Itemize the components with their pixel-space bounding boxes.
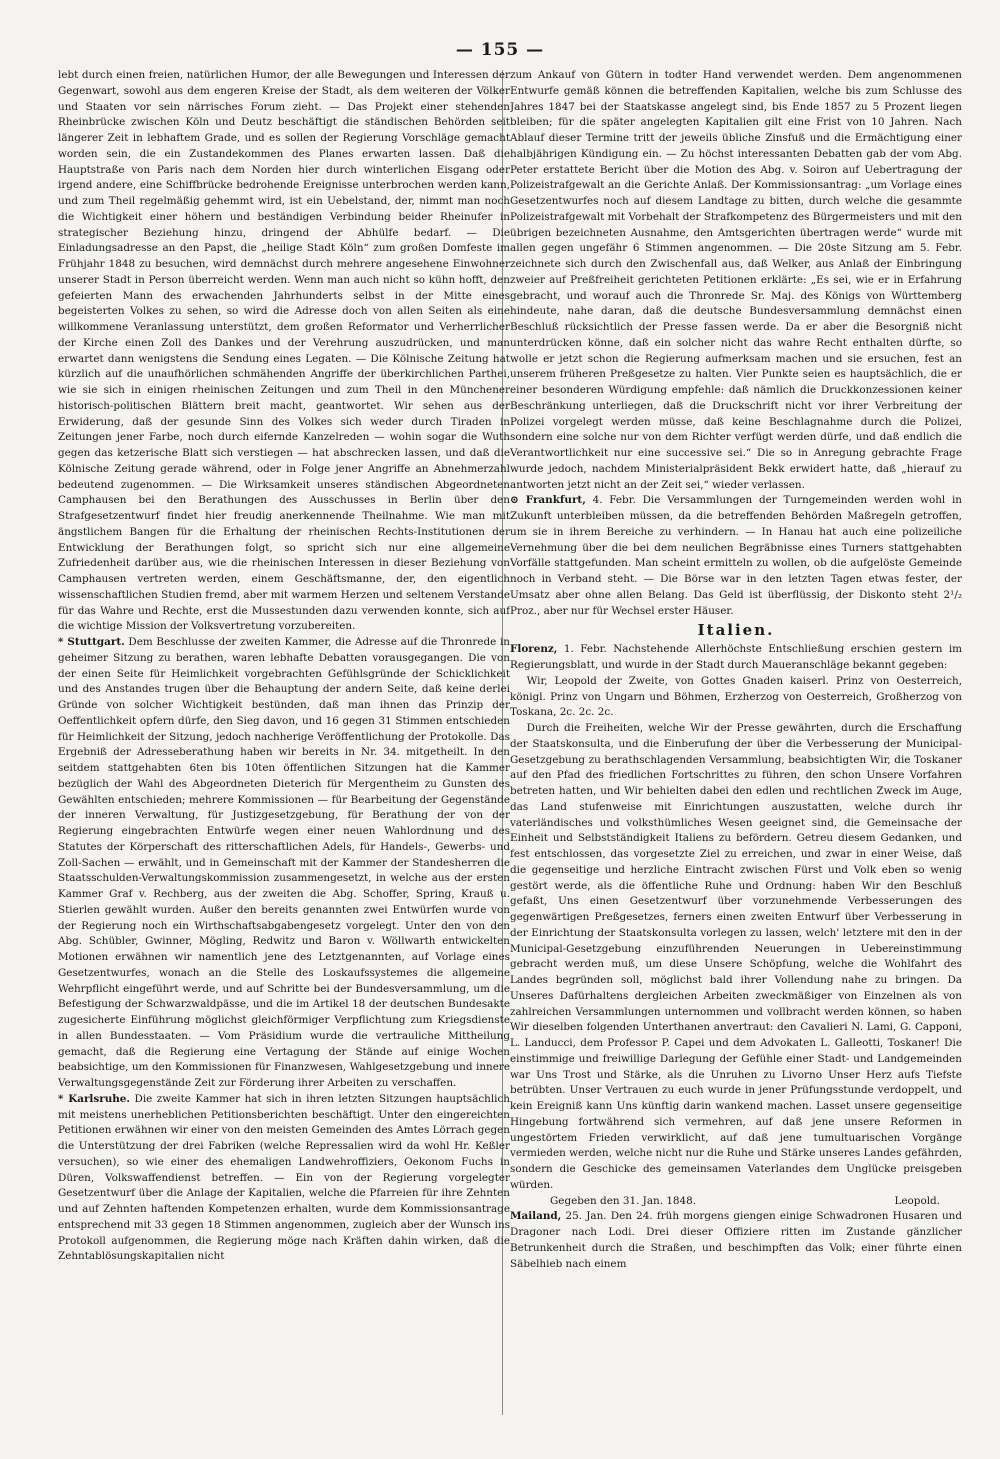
article-paragraph <box>510 68 962 493</box>
article-paragraph <box>510 1209 962 1272</box>
article-paragraph <box>510 493 962 619</box>
paragraph-text: Wir, Leopold der Zweite, von Gottes Gnaden kaiserl. Prinz von Oesterreich, königl. Prinz von Ungarn und Böhmen, Erzherzog von Oesterreich, Großherzog von Toskana, 2c. 2c. 2c. <box>510 674 962 719</box>
paragraph-text: lebt durch einen freien, natürlichen Humor, der alle Bewegungen und Interessen der Gegenwart, sowohl aus dem engeren Kreise der Stadt, als dem weiteren der Völker und Staaten vor sein närrisches Forum zieht. — Das Projekt einer stehenden Rheinbrücke zwischen Köln und Deutz beschäftigt die ständischen Behörden seit längerer Zeit in lebhaftem Grade, und es sollen der Regierung Vorschläge gemacht worden sein, die ein Zustandekommen des Planes erwarten lassen. Daß die Hauptstraße von Paris nach dem Norden hier durch winterlichen Eisgang oder irgend andere, eine Schiffbrücke bedrohende Ereignisse unterbrochen werden kann, und zum Theil regelmäßig gehemmt wird, ist ein Uebelstand, der, nimmt man noch die Wichtigkeit einer höhern und beständigen Verbindung beider Rheinufer in strategischer Beziehung hinzu, dringend der Abhülfe bedarf. — Die Einladungsadresse an den Papst, die „heilige Stadt Köln“ zum großen Domfeste im Frühjahr 1848 zu besuchen, wird demnächst durch mehrere angesehene Einwohner unserer Stadt in Person überreicht werden. Wenn man auch nicht so kühn hofft, den gefeierten Mann des erwachenden Jahrhunderts selbst in der Mitte eines begeisterten Volkes zu sehen, so wird die Adresse doch von allen Seiten als eine willkommene Veranlassung unterstützt, dem großen Reformator und Verherrlicher der Kirche einen Zoll des Dankes und der Verehrung auszudrücken, und man erwartet dann wenigstens die Sendung eines Legaten. — Die Kölnische Zeitung hat kürzlich auf die unaufhörlichen schmähenden Angriffe der überkirchlichen Parthei, wie sie sich in einigen rheinischen Zeitungen und zum Theil in den Münchener historisch-politischen Blättern breit macht, geantwortet. Wir sehen aus der Erwiderung, daß der gesunde Sinn des Volkes sich weder durch Tiraden in Zeitungen jener Farbe, noch durch eifernde Kanzelreden — wohin sogar die Wuth gegen das ketzerische Blatt sich verstiegen — hat abschrecken lassen, und daß die Kölnische Zeitung gerade während, oder in Folge jener Angriffe an Abnehmerzahl bedeutend zugenommen. — Die Wirksamkeit unseres ständischen Abgeordneten Camphausen bei den Berathungen des Ausschusses in Berlin über den Strafgesetzentwurf findet hier freudig anerkennende Theilnahme. Wie man mit ängstlichem Bangen für die Erhaltung der rheinischen Rechts-Institutionen der Entwicklung der Berathungen folgt, so spricht sich nur eine allgemeine Zufriedenheit darüber aus, wie die rheinischen Interessen in dieser Beziehung von Camphausen vertreten werden, einem Geschäftsmanne, der, den eigentlich wissenschaftlichen Studien fremd, aber mit warmem Herzen und seltenem Verstande für das Wahre und Rechte, erst die Mussestunden dazu verwenden konnte, sich auf die wichtige Mission der Volksvertretung vorzubereiten. <box>58 69 510 633</box>
section-title: Italien. <box>697 621 775 640</box>
article-paragraph <box>58 68 510 635</box>
paragraph-text: 1. Febr. Nachstehende Allerhöchste Entschließung erschien gestern im Regierungsblatt, und wurde in der Stadt durch Maueranschläge bekannt gegeben: <box>510 643 962 671</box>
article-paragraph <box>510 642 962 674</box>
dateline: ⊙ Frankfurt, <box>510 494 586 507</box>
paragraph-text: Durch die Freiheiten, welche Wir der Presse gewährten, durch die Erschaffung der Staatskonsulta, und die Einberufung der über die Verbesserung der Municipal-Gesetzgebung zu berathschlagenden Versammlung, beabsichtigten Wir, die Toskaner auf den Pfad des friedlichen Fortschrittes zu führen, den schon Unsere Vorfahren betreten hatten, und Wir behielten dabei den edlen und rechtlichen Zweck im Auge, das Land stufenweise mit Einrichtungen auszustatten, welche durch ihr vaterländisches und volksthümliches Wesen geeignet sind, die Gemeinsache der Einheit und Selbstständigkeit Italiens zu befördern. Getreu diesem Gedanken, und fest entschlossen, das vorgesetzte Ziel zu erreichen, und zwar in einer Weise, daß die gegenseitige und herzliche Eintracht zwischen Fürst und Volk eben so wenig gestört werde, als die öffentliche Ruhe und Ordnung: haben Wir den Beschluß gefaßt, Uns einen Gesetzentwurf über vorzunehmende Verbesserungen des gegenwärtigen Preßgesetzes, ferners einen zweiten Entwurf über Verbesserung in der Einrichtung der Staatskonsulta vorlegen zu lassen, welch' letztere mit den in der Municipal-Gesetzgebung einzuführenden Neuerungen in Uebereinstimmung gebracht werden muß, um diese Unsere Schöpfung, welche die Wohlfahrt des Landes begründen soll, möglichst bald ihrer Vollendung nahe zu bringen. Da Unseres Dafürhaltens dergleichen Arbeiten zweckmäßiger von Einzelnen als von zahlreichen Versammlungen unternommen und vollbracht werden können, so haben Wir dieselben folgenden Unterthanen anvertraut: den Cavalieri N. Lami, G. Capponi, L. Landucci, dem Professor P. Capei und dem Advokaten L. Galleotti, Toskaner! Die einstimmige und freiwillige Darlegung der Gefühle einer Stadt- und Landgemeinden war Uns Trost und Stärke, als die Unruhen zu Livorno Unser Herz aufs Tiefste betrübten. Unser Vertrauen zu euch wurde in jener Prüfungsstunde verdoppelt, und kein Ereigniß kann Uns künftig darin wankend machen. Lasset unsere gegenseitige Hingebung fortwährend sich vermehren, auf daß jene unsere Reformen in ungestörtem Frieden verwirklicht, auf daß jene tumultuarischen Vorgänge vermieden werden, welche nicht nur die Ruhe und Stärke unseres Landes gefährden, sondern die Geschicke des gemeinsamen Vaterlandes dem Unglücke preisgeben würden. <box>510 722 962 1191</box>
article-paragraph <box>58 635 510 1092</box>
decree-signature <box>510 1194 962 1210</box>
dateline: Mailand, <box>510 1210 562 1223</box>
paragraph-text: Dem Beschlusse der zweiten Kammer, die Adresse auf die Thronrede in geheimer Sitzung zu berathen, waren lebhafte Debatten vorausgegangen. Die von der einen Seite für Heimlichkeit vorgebrachten Gefühlsgründe der Schicklichkeit und des Anstandes trugen über die Behauptung der andern Seite, daß keine derlei Gründe von solcher Wichtigkeit bestünden, daß man ihnen das Prinzip der Oeffentlichkeit opfern dürfe, den Sieg davon, und 16 gegen 31 Stimmen entschieden für Heimlichkeit der Sitzung, jedoch nachherige Veröffentlichung der Protokolle. Das Ergebniß der Adresseberathung haben wir bereits in Nr. 34. mitgetheilt. In den seitdem stattgehabten 6ten bis 10ten öffentlichen Sitzungen hat die Kammer bezüglich der Wahl des Abgeordneten Dieterich für Mergentheim zu Gunsten des Gewählten entschieden; mehrere Kommissionen — für Bearbeitung der Gegenstände der inneren Verwaltung, für Justizgesetzgebung, für Berathung der von der Regierung eingebrachten Entwürfe wegen einer neuen Wahlordnung und des Statutes der Körperschaft des ritterschaftlichen Adels, für Handels-, Gewerbs- und Zoll-Sachen — erwählt, und in Gemeinschaft mit der Kammer der Standesherren die Staatsschulden-Verwaltungskommission zusammengesetzt, in welche aus der ersten Kammer Graf v. Rechberg, aus der zweiten die Abg. Schoffer, Spring, Krauß u. Stierlen gewählt wurden. Außer den bereits genannten zwei Entwürfen wurde von der Regierung noch ein Wirthschaftsabgabengesetz vorgelegt. Unter den von den Abg. Schübler, Gwinner, Mögling, Redwitz und Baron v. Wöllwarth entwickelten Motionen erwähnen wir namentlich jene des Letztgenannten, auf Vorlage eines Gesetzentwurfes, wonach an die Stelle des Loskaufssystemes die allgemeine Wehrpflicht eingeführt werde, und auf Schritte bei der Bundesversammlung, um die Befestigung der Schwarzwaldpässe, und die im Artikel 18 der deutschen Bundesakte zugesicherte Einführung möglichst gleichförmiger Verpflichtung zum Kriegsdienste in allen Bundesstaaten. — Vom Präsidium wurde die vertrauliche Mittheilung gemacht, daß die Regierung eine Vertagung der Stände auf einige Wochen beabsichtige, um den Kommissionen für Finanzwesen, Wahlgesetzgebung und innere Verwaltungsgegenstände Zeit zur Förderung ihrer Arbeiten zu verschaffen. <box>58 636 510 1089</box>
paragraph-text: zum Ankauf von Gütern in todter Hand verwendet werden. Dem angenommenen Entwurfe gemäß können die betreffenden Kapitalien, welche bis zum Schlusse des Jahres 1847 bei der Staatskasse angelegt sind, bis Ende 1857 zu 5 Prozent liegen bleiben; für die später angelegten Kapitalien gilt eine Frist von 10 Jahren. Nach Ablauf dieser Termine tritt der jeweils übliche Zinsfuß und die Ermächtigung einer halbjährigen Kündigung ein. — Zu höchst interessanten Debatten gab der vom Abg. Peter erstattete Bericht über die Motion des Abg. v. Soiron auf Uebertragung der Polizeistrafgewalt an die Gerichte Anlaß. Der Kommissionsantrag: „um Vorlage eines Gesetzentwurfes noch auf diesem Landtage zu bitten, durch welche die gesammte Polizeistrafgewalt mit Vorbehalt der Strafkompetenz des Bürgermeisters und mit den übrigen bezeichneten Ausnahme, den Amtsgerichten übertragen werde“ wurde mit allen gegen ungefähr 6 Stimmen angenommen. — Die 20ste Sitzung am 5. Febr. zeichnete sich durch den Zwischenfall aus, daß Welker, aus Anlaß der Einbringung zweier auf Preßfreiheit gerichteten Petitionen erklärte: „Es sei, wie er in Erfahrung gebracht, und worauf auch die Thronrede Sr. Maj. des Königs von Württemberg hindeute, nahe daran, daß die deutsche Bundesversammlung demnächst einen Beschluß rücksichtlich der Presse fassen werde. Da er aber die Besorgniß nicht unterdrücken könne, daß ein solcher nicht das wahre Recht enthalten dürfte, so wolle er jetzt schon die Regierung aufmerksam machen und sie ersuchen, fest an unserem früheren Preßgesetze zu halten. Vier Punkte seien es hauptsächlich, die er einer besonderen Würdigung empfehle: daß nämlich die Druckkonzessionen keiner Beschränkung unterliegen, daß die Druckschrift nicht vor ihrer Verbreitung der Polizei vorgelegt werden müsse, daß keine Beschlagnahme durch die Polizei, sondern eine solche nur von dem Richter verfügt werden dürfe, und daß endlich die Verantwortlichkeit nur eine successive sei.“ Die so in Anregung gebrachte Frage wurde jedoch, nachdem Ministerialpräsident Bekk erwidert hatte, daß „hierauf zu antworten jetzt nicht an der Zeit sei,“ wieder verlassen. <box>510 69 962 491</box>
dateline: Florenz, <box>510 643 558 656</box>
page-number: — 155 — <box>455 40 545 60</box>
article-paragraph <box>510 721 962 1194</box>
signature-date: Gegeben den 31. Jan. 1848. <box>550 1194 697 1207</box>
article-paragraph <box>58 1092 510 1265</box>
dateline: * Karlsruhe. <box>58 1092 131 1105</box>
article-paragraph <box>510 674 962 721</box>
right-column <box>510 68 962 1438</box>
signature-name: Leopold. <box>894 1194 940 1207</box>
paragraph-text: 25. Jan. Den 24. früh morgens giengen einige Schwadronen Husaren und Dragoner nach Lodi. Drei dieser Offiziere ritten im Zustande gänzlicher Betrunkenheit durch die Straßen, und beschimpften das Volk; einer führte einen Säbelhieb nach einem <box>510 1210 962 1270</box>
left-column <box>58 68 510 1438</box>
paragraph-text: Die zweite Kammer hat sich in ihren letzten Sitzungen hauptsächlich mit meistens unerheblichen Petitionsberichten beschäftigt. Unter den eingereichten Petitionen erwähnen wir einer von den meisten Gemeinden des Amtes Lörrach gegen die Unterstützung der drei Fabriken (welche Repressalien wird da wohl Hr. Keßler versuchen), so wie einer des ehemaligen Landwehroffiziers, Oekonom Fuchs in Düren, Volkswaffendienst betreffen. — Ein von der Regierung vorgelegter Gesetzentwurf über die Anlage der Kapitalien, welche die Pfarreien für ihre Zehnten und auf Zehnten haftenden Kompetenzen erhalten, wurde dem Kommissionsantrage entsprechend mit 33 gegen 18 Stimmen angenommen, zugleich aber der Wunsch ins Protokoll aufgenommen, die Regierung möge nach Kräften dahin wirken, daß die Zehntablösungskapitalien nicht <box>58 1092 510 1263</box>
paragraph-text: 4. Febr. Die Versammlungen der Turngemeinden werden wohl in Zukunft unterbleiben müssen, da die betreffenden Behörden Maßregeln getroffen, um sie in ihrem Bereiche zu verhindern. — In Hanau hat auch eine polizeiliche Vernehmung über die bei dem neulichen Begräbnisse eines Turners stattgehabten Vorfälle stattgefunden. Man scheint ermitteln zu wollen, ob die aufgelöste Gemeinde noch in Verband steht. — Die Börse war in den letzten Tagen etwas fester, der Umsatz aber ohne allen Belang. Das Geld ist überflüssig, der Diskonto steht 2¹/₂ Proz., aber nur für Wechsel erster Häuser. <box>510 494 962 617</box>
dateline: * Stuttgart. <box>58 636 125 648</box>
